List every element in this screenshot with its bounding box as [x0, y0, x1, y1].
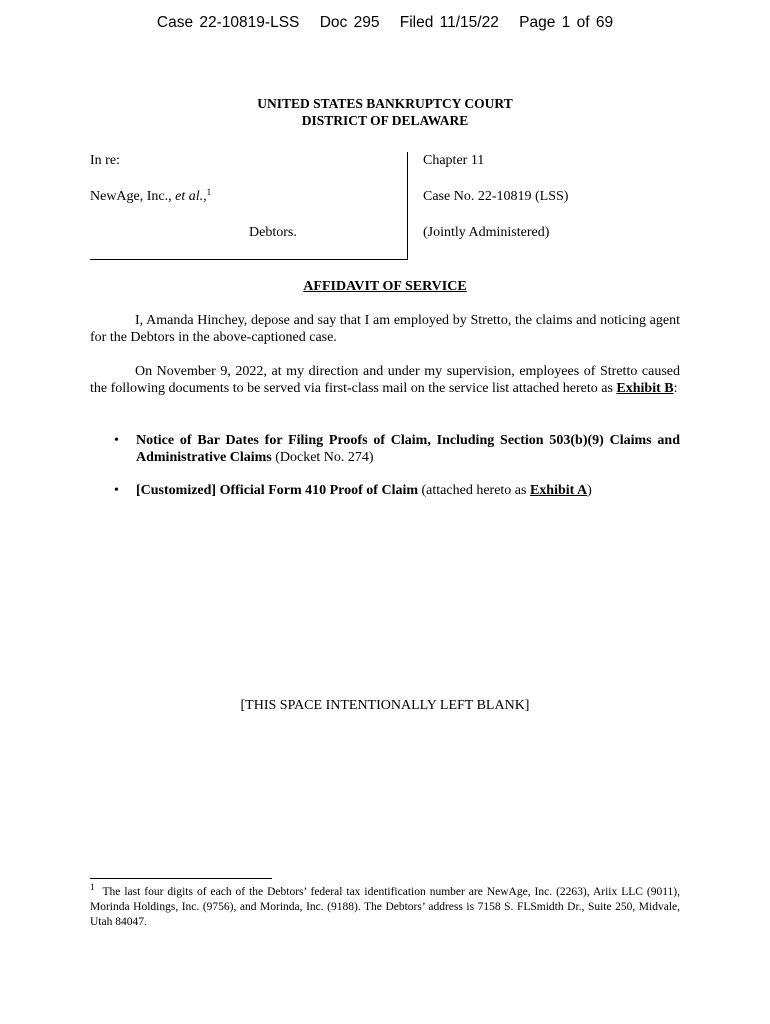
doc-number-stamp: Doc 295 [319, 14, 380, 31]
served-documents-list [90, 432, 680, 515]
et-al-text: et al. [175, 189, 204, 204]
caption-divider [407, 152, 408, 260]
bar-date-notice-title: Notice of Bar Dates for Filing Proofs of Claim, Including Section 503(b)(9) Claims and Administrative Claims [136, 433, 680, 465]
debtor-name-text: NewAge, Inc., [90, 189, 176, 204]
paragraph-service-text: On November 9, 2022, at my direction and under my supervision, employees of Stretto caused the following documents to be served via first-class mail on the service list attached hereto as [90, 364, 680, 396]
proof-of-claim-note: (attached hereto as [418, 483, 530, 498]
debtor-name-comma: , [203, 189, 207, 204]
jointly-administered: (Jointly Administered) [423, 225, 550, 240]
footnote-mark: 1 [90, 882, 95, 892]
page-count-stamp: Page 1 of 69 [519, 14, 614, 31]
paragraph-service-end: : [673, 381, 678, 396]
list-item [90, 482, 680, 499]
proof-of-claim-title: [Customized] Official Form 410 Proof of Claim [136, 483, 419, 498]
bullet-icon: • [114, 433, 119, 448]
bar-date-notice-docket: (Docket No. 274) [271, 450, 374, 465]
court-district: DISTRICT OF DELAWARE [301, 113, 469, 128]
paragraph-employment: I, Amanda Hinchey, depose and say that I am employed by Stretto, the claims and noticing agent for the Debtors in the above-captioned case. [90, 313, 680, 345]
debtor-name [90, 189, 211, 205]
footnote-divider [90, 878, 272, 879]
ecf-header-stamp [0, 14, 770, 32]
proof-of-claim-end: ) [587, 483, 592, 498]
debtors-label: Debtors. [249, 225, 297, 240]
footnote [90, 882, 681, 930]
case-number-stamp: Case 22-10819-LSS [156, 14, 300, 31]
chapter-label: Chapter 11 [423, 153, 485, 168]
document-title: AFFIDAVIT OF SERVICE [303, 279, 467, 294]
court-name: UNITED STATES BANKRUPTCY COURT [257, 96, 513, 111]
exhibit-a-reference: Exhibit A [529, 483, 588, 498]
court-heading [0, 95, 770, 129]
filed-date-stamp: Filed 11/15/22 [399, 14, 499, 31]
case-number: Case No. 22-10819 (LSS) [423, 189, 569, 204]
intentionally-blank-notice: [THIS SPACE INTENTIONALLY LEFT BLANK] [240, 698, 530, 713]
bullet-icon: • [114, 483, 119, 498]
caption-left-block [90, 153, 408, 260]
in-re-label: In re: [90, 153, 120, 168]
list-item [90, 432, 680, 466]
paragraph-service [90, 363, 680, 397]
caption-footnote-mark: 1 [206, 187, 212, 197]
footnote-text: The last four digits of each of the Debtors’ federal tax identification number are NewAge, Inc. (2263), Ariix LLC (9011), Morinda Holdings, Inc. (9756), and Morinda, Inc. (9188). The Debtors’ address is 7158 S. FLSmidth Dr., Suite 250, Midvale, Utah 84047. [90, 886, 681, 928]
exhibit-b-reference: Exhibit B [616, 381, 674, 396]
